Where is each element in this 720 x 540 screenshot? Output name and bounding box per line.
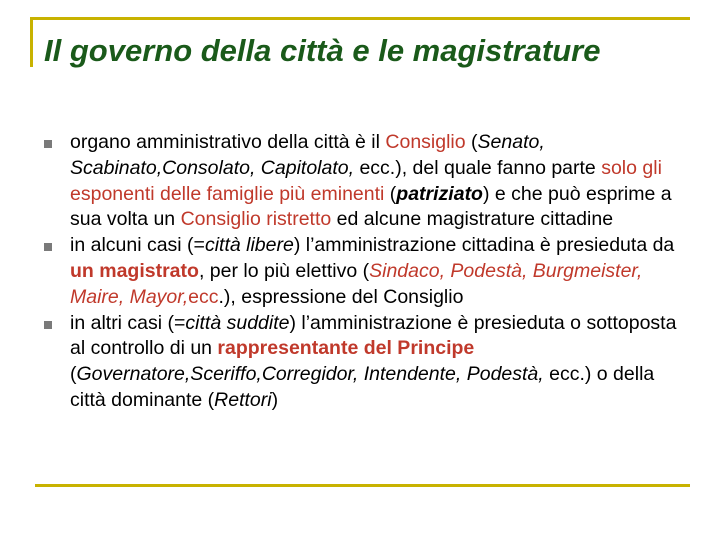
frame-top-rule [30, 17, 690, 20]
square-bullet-icon [44, 140, 52, 148]
frame-left-rule [30, 17, 33, 67]
bullet-text: in altri casi (=città suddite) l’amministrazione è presieduta o sottoposta al controllo di un rappresentante del Principe (Governatore,Sceriffo,Corregidor, Intendente, Podestà, ecc.) o della città dominante (Rettori) [70, 311, 677, 411]
bullet-item [44, 233, 684, 310]
bullet-item [44, 311, 684, 414]
slide-title: Il governo della città e le magistrature [44, 33, 601, 68]
square-bullet-icon [44, 321, 52, 329]
square-bullet-icon [44, 243, 52, 251]
bullet-text: organo amministrativo della città è il Consiglio (Senato, Scabinato,Consolato, Capitolato, ecc.), del quale fanno parte solo gli esponenti delle famiglie più eminenti (patriziato) e che può esprime a sua volta un Consiglio ristretto ed alcune magistrature cittadine [70, 131, 672, 231]
bullet-item [44, 130, 684, 233]
bullet-list [44, 130, 684, 414]
bullet-text: in alcuni casi (=città libere) l’amministrazione cittadina è presieduta da un magistrato, per lo più elettivo (Sindaco, Podestà, Burgmeister, Maire, Mayor,ecc.), espressione del Consiglio [70, 234, 675, 308]
frame-bottom-rule [35, 484, 690, 487]
